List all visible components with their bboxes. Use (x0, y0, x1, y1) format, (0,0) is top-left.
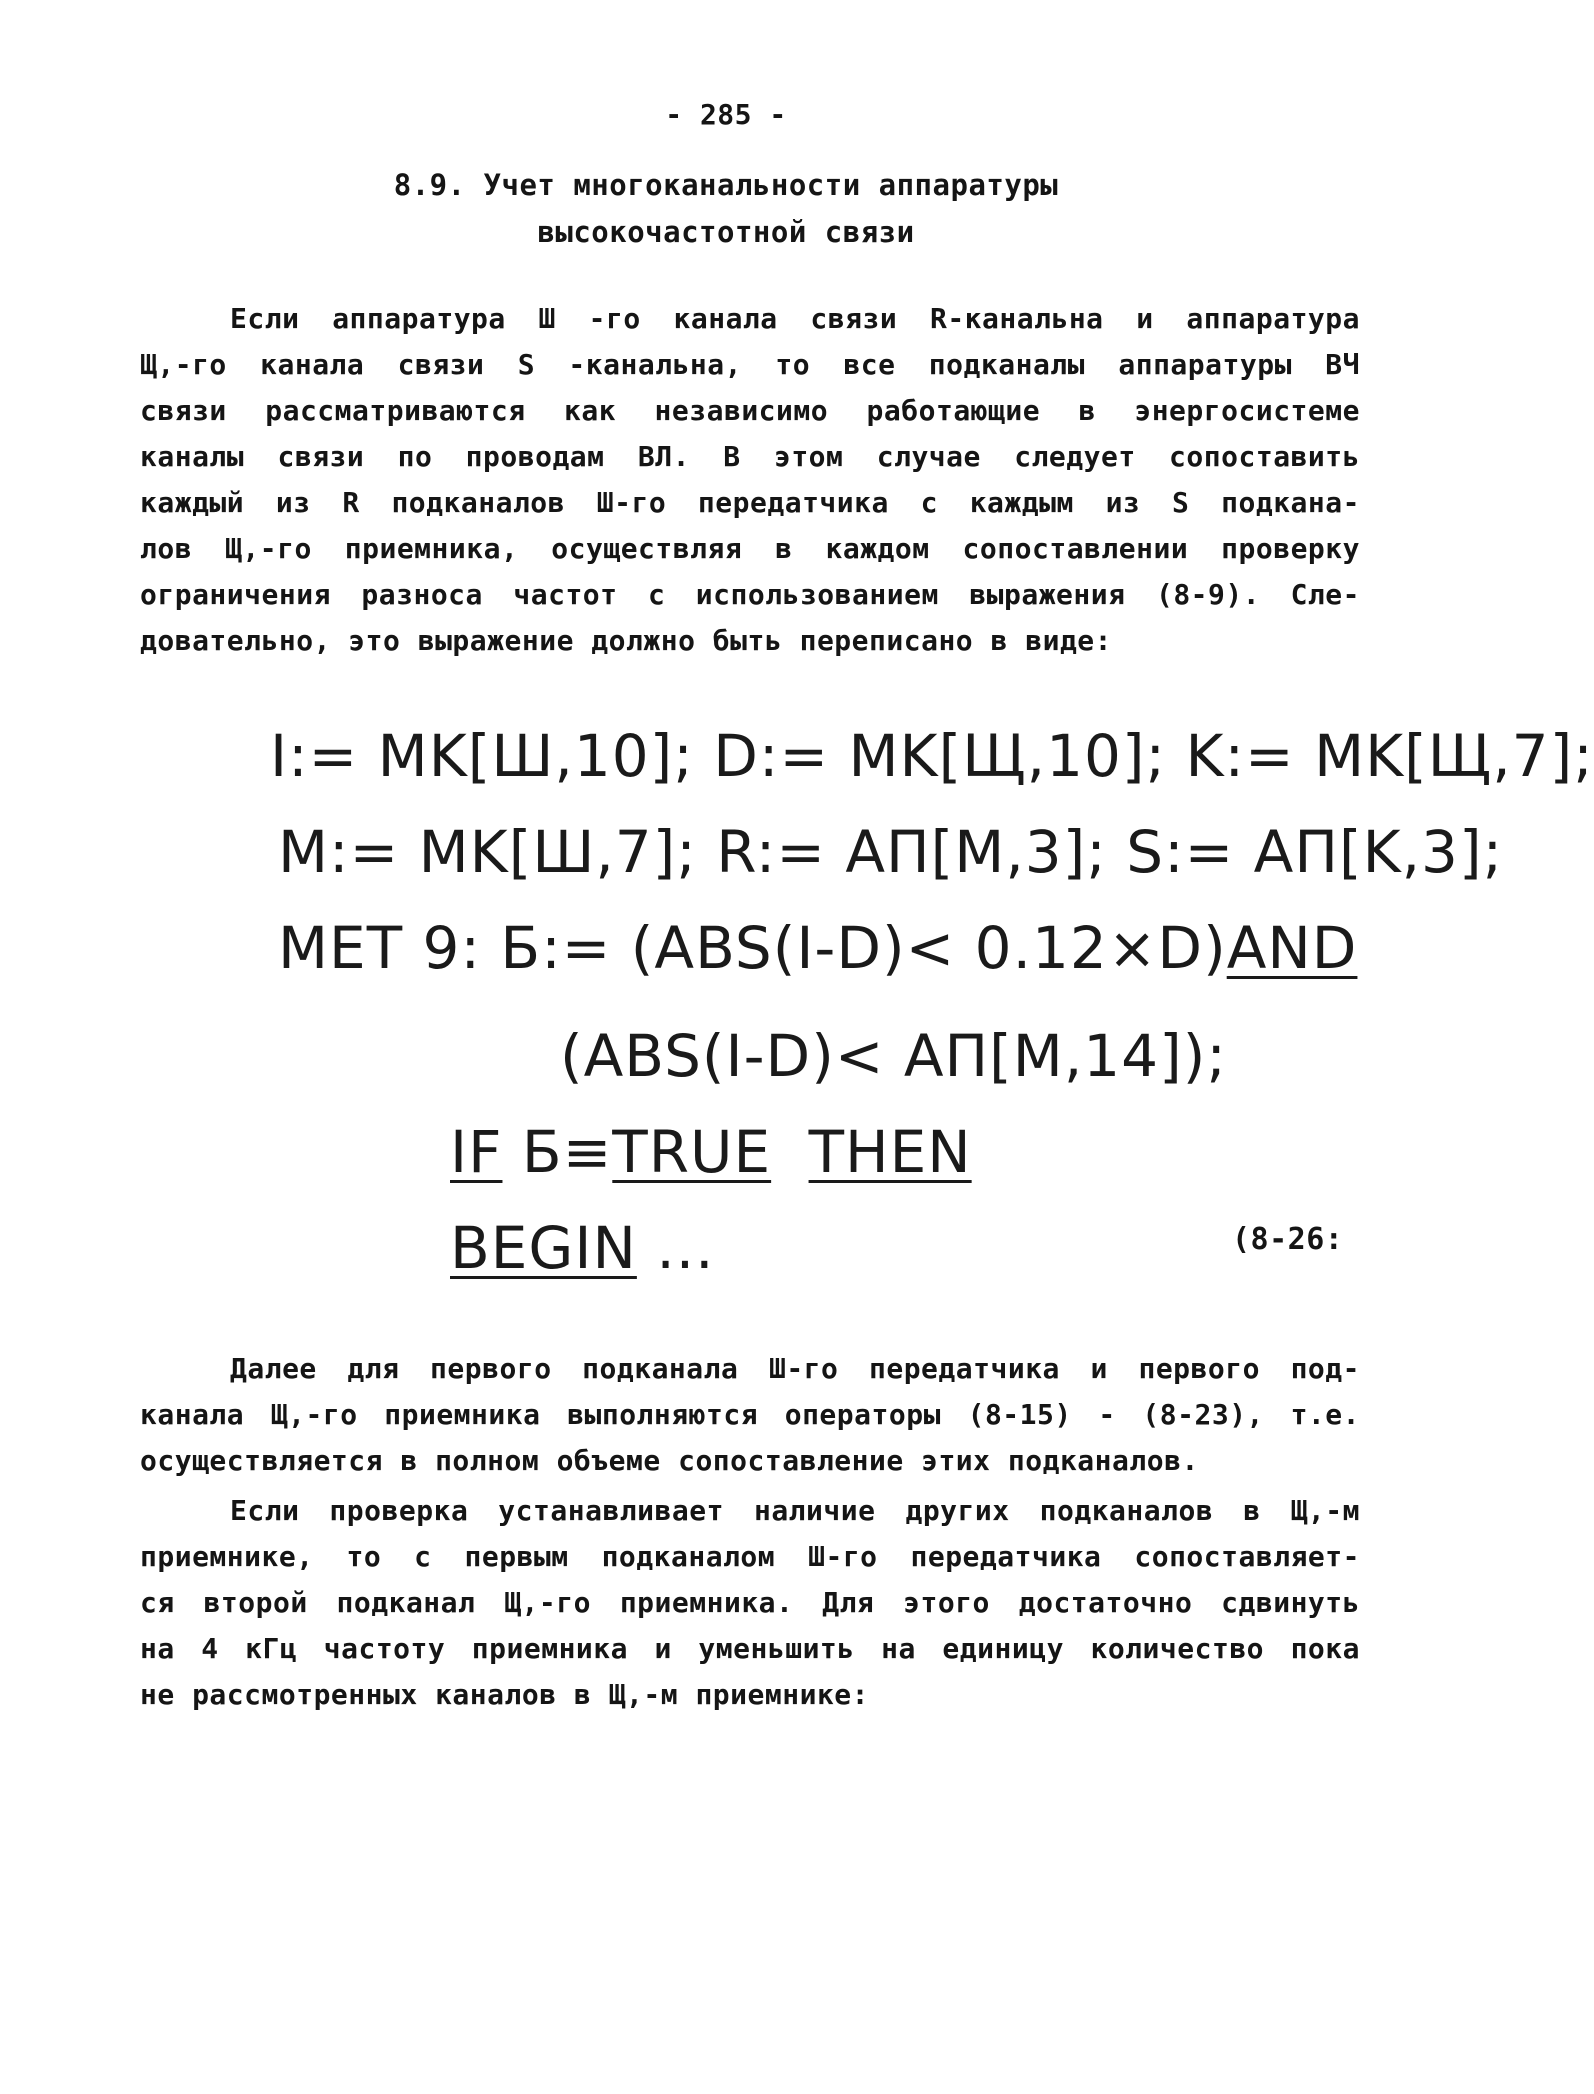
formula-if-keyword: IF (450, 1118, 503, 1186)
formula-line-1: I:= MK[Ш,10]; D:= MK[Щ,10]; K:= MK[Щ,7]; (270, 722, 1594, 790)
paragraph-line: довательно, это выражение должно быть переписано в виде: (140, 624, 1113, 657)
formula-met9-expression: MET 9: Б:= (ABS(I-D)< 0.12×D) (278, 914, 1227, 982)
paragraph-line: канала Щ,-го приемника выполняются операторы (8-15) - (8-23), т.е. (140, 1398, 1360, 1431)
paragraph-line: Щ,-го канала связи S -канальна, то все подканалы аппаратуры ВЧ (140, 348, 1360, 381)
paragraph-line: каждый из R подканалов Ш-го передатчика с каждым из S подкана- (140, 486, 1360, 519)
formula-then-keyword: THEN (808, 1118, 972, 1186)
formula-begin-keyword: BEGIN (450, 1214, 637, 1282)
equation-number: (8-26: (1232, 1222, 1344, 1257)
section-heading-line-1: 8.9. Учет многоканальности аппаратуры (393, 168, 1059, 202)
formula-ellipsis: ... (656, 1214, 715, 1282)
formula-line-3 (278, 914, 1357, 982)
paragraph-line: не рассмотренных каналов в Щ,-м приемнике: (140, 1678, 870, 1711)
formula-line-2: M:= MK[Ш,7]; R:= AП[M,3]; S:= AП[K,3]; (278, 818, 1504, 886)
section-heading-line-2: высокочастотной связи (537, 215, 915, 249)
paragraph-line: лов Щ,-го приемника, осуществляя в каждом сопоставлении проверку (140, 532, 1360, 565)
paragraph-line: связи рассматриваются как независимо работающие в энергосистеме (140, 394, 1360, 427)
paragraph-line: приемнике, то с первым подканалом Ш-го передатчика сопоставляет- (140, 1540, 1360, 1573)
formula-line-4: (ABS(I-D)< AП[M,14]); (560, 1022, 1227, 1090)
formula-condition: Б≡ (521, 1118, 613, 1186)
paragraph-line: ограничения разноса частот с использованием выражения (8-9). Сле- (140, 578, 1360, 611)
formula-line-5 (450, 1118, 972, 1186)
paragraph-line: каналы связи по проводам ВЛ. В этом случае следует сопоставить (140, 440, 1360, 473)
paragraph-subchannels (140, 1488, 1360, 1718)
paragraph-line: Если аппаратура Ш -го канала связи R-канальна и аппаратура (230, 302, 1360, 335)
paragraph-line: Если проверка устанавливает наличие других подканалов в Щ,-м (230, 1494, 1360, 1527)
paragraph-intro (140, 296, 1360, 664)
formula-and-keyword: AND (1226, 914, 1358, 982)
paragraph-line: ся второй подканал Щ,-го приемника. Для этого достаточно сдвинуть (140, 1586, 1360, 1619)
formula-true-keyword: TRUE (612, 1118, 772, 1186)
paragraph-operators (140, 1346, 1360, 1484)
formula-line-6 (450, 1214, 715, 1282)
paragraph-line: Далее для первого подканала Ш-го передатчика и первого под- (230, 1352, 1360, 1385)
paragraph-line: осуществляется в полном объеме сопоставление этих подканалов. (140, 1444, 1199, 1477)
page-number: - 285 - (665, 98, 787, 131)
paragraph-line: на 4 кГц частоту приемника и уменьшить на единицу количество пока (140, 1632, 1360, 1665)
